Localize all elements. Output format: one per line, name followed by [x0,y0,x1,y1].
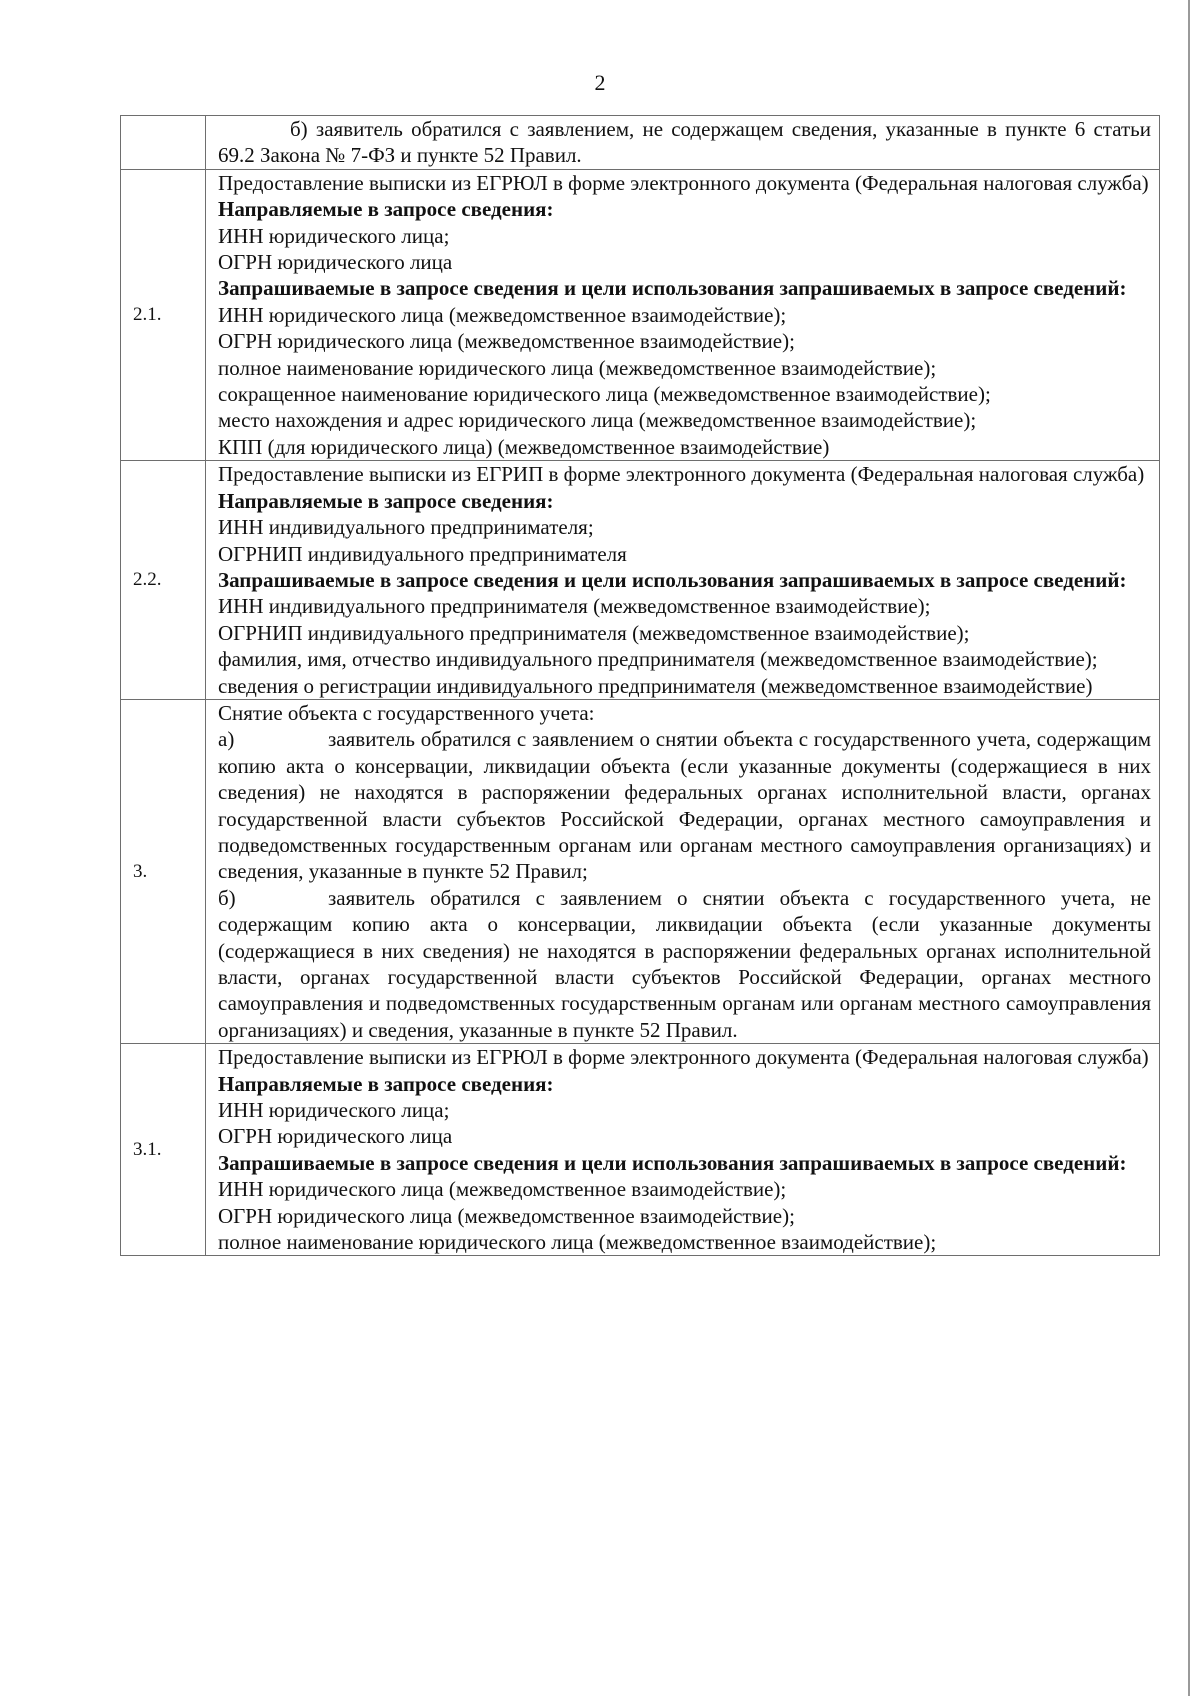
requested-data-item: ИНН индивидуального предпринимателя (межведомственное взаимодействие); [218,594,931,619]
requested-data-item: ИНН юридического лица (межведомственное взаимодействие); [218,302,787,327]
requested-data-item: полное наименование юридического лица (межведомственное взаимодействие); [218,1230,937,1255]
service-title: Предоставление выписки из ЕГРИП в форме электронного документа (Федеральная налоговая служба) [218,462,1145,487]
row-number-cell [121,116,206,170]
clause-letter: а) [218,727,235,752]
page-number: 2 [594,70,606,95]
clause-text: заявитель обратился с заявлением о снятии объекта с государственного учета, содержащим копию акта о консервации, ликвидации объекта (если указанные документы (содержащиеся в них сведения) не находятся в распоряжении федеральных органах исполнительной власти, органах государственной власти субъектов Российской Федерации, органах местного самоуправления и подведомственных государственным органам или органам местного самоуправления организациях) и сведения, указанные в пункте 52 Правил; [218,727,1151,884]
requested-data-item: ОГРН юридического лица (межведомственное взаимодействие); [218,329,795,354]
clause-a [218,726,1151,884]
sent-data-item: ИНН юридического лица; [218,223,450,248]
row-content-cell [206,1044,1160,1256]
row-content-cell [206,169,1160,460]
service-title: Снятие объекта с государственного учета: [218,700,595,725]
scan-page-edge [1188,0,1190,1696]
sent-data-item: ОГРНИП индивидуального предпринимателя [218,541,627,566]
continuation-text: б) заявитель обратился с заявлением, не содержащем сведения, указанные в пункте 6 статьи 69.2 Закона № 7-ФЗ и пункте 52 Правил. [218,117,1151,168]
row-content-cell [206,699,1160,1043]
sent-data-heading: Направляемые в запросе сведения: [218,197,554,222]
requested-data-item: фамилия, имя, отчество индивидуального предпринимателя (межведомственное взаимодействие); [218,647,1098,672]
requested-data-item: ОГРНИП индивидуального предпринимателя (межведомственное взаимодействие); [218,620,970,645]
table-row [121,1044,1160,1256]
document-table [120,115,1160,1256]
requested-data-item: ИНН юридического лица (межведомственное взаимодействие); [218,1177,787,1202]
clause-text: заявитель обратился с заявлением о снятии объекта с государственного учета, не содержащим копию акта о консервации, ликвидации объекта (если указанные документы (содержащиеся в них сведения) не находятся в распоряжении федеральных органах исполнительной власти, органах государственной власти субъектов Российской Федерации, органах местного самоуправления и подведомственных государственным органам или органам местного самоуправления организациях) и сведения, указанные в пункте 52 Правил. [218,885,1151,1042]
clause-letter: б) [218,885,236,910]
row-number-cell: 2.1. [121,169,206,460]
row-content-cell [206,116,1160,170]
requested-data-item: полное наименование юридического лица (межведомственное взаимодействие); [218,355,937,380]
clause-b [218,885,1151,1043]
sent-data-item: ОГРН юридического лица [218,250,453,275]
sent-data-heading: Направляемые в запросе сведения: [218,488,554,513]
requested-data-item: место нахождения и адрес юридического лица (межведомственное взаимодействие); [218,408,977,433]
requested-data-item: ОГРН юридического лица (межведомственное взаимодействие); [218,1203,795,1228]
row-number-cell: 3. [121,699,206,1043]
requested-data-item: КПП (для юридического лица) (межведомственное взаимодействие) [218,434,830,459]
table-row [121,461,1160,700]
row-number-cell: 3.1. [121,1044,206,1256]
table-row [121,169,1160,460]
table-row [121,699,1160,1043]
requested-data-heading: Запрашиваемые в запросе сведения и цели использования запрашиваемых в запросе сведений: [218,276,1127,301]
table-row [121,116,1160,170]
requested-data-item: сокращенное наименование юридического лица (межведомственное взаимодействие); [218,382,991,407]
sent-data-item: ИНН индивидуального предпринимателя; [218,515,594,540]
row-number-cell: 2.2. [121,461,206,700]
sent-data-heading: Направляемые в запросе сведения: [218,1071,554,1096]
requested-data-heading: Запрашиваемые в запросе сведения и цели использования запрашиваемых в запросе сведений: [218,567,1127,592]
row-content-cell [206,461,1160,700]
sent-data-item: ИНН юридического лица; [218,1098,450,1123]
service-title: Предоставление выписки из ЕГРЮЛ в форме электронного документа (Федеральная налоговая служба) [218,170,1149,195]
sent-data-item: ОГРН юридического лица [218,1124,453,1149]
service-title: Предоставление выписки из ЕГРЮЛ в форме электронного документа (Федеральная налоговая служба) [218,1045,1149,1070]
requested-data-heading: Запрашиваемые в запросе сведения и цели использования запрашиваемых в запросе сведений: [218,1150,1127,1175]
requested-data-item: сведения о регистрации индивидуального предпринимателя (межведомственное взаимодействие) [218,673,1093,698]
